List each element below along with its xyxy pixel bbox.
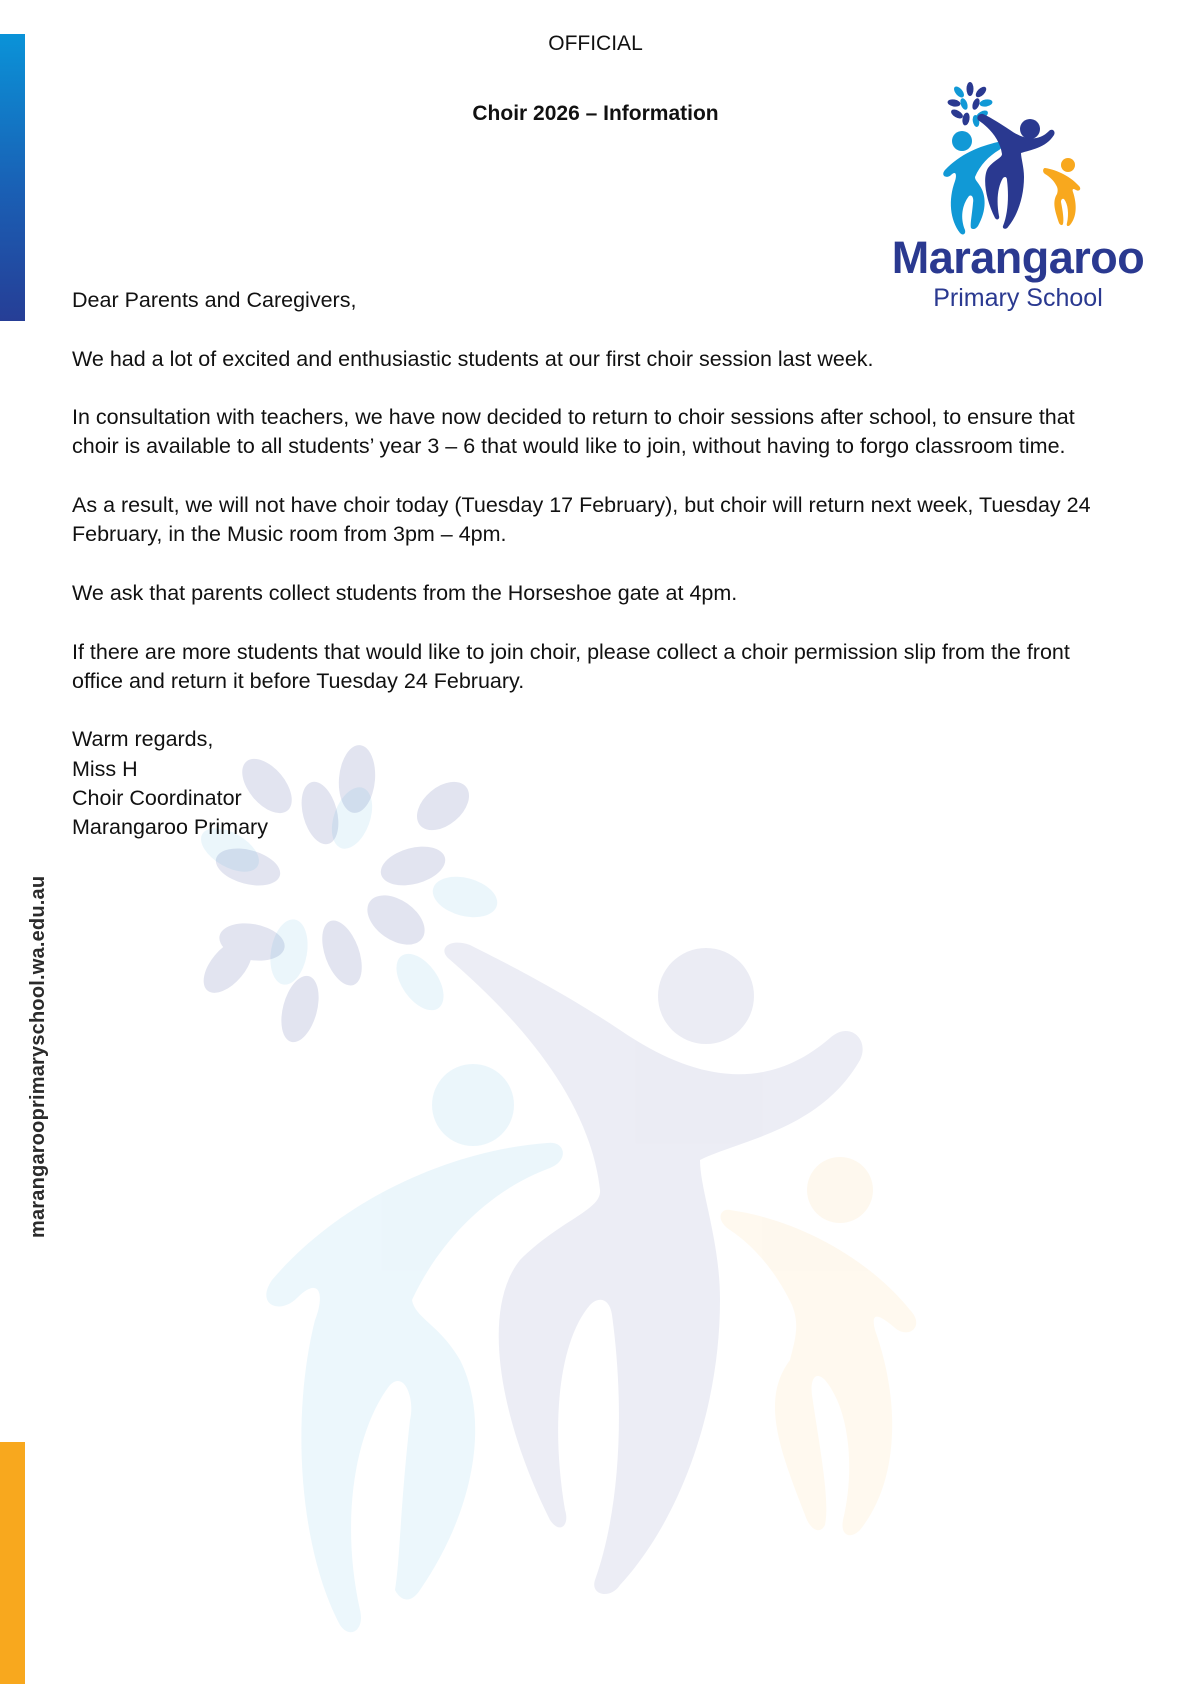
child-orange-icon (1043, 158, 1080, 226)
paragraph: In consultation with teachers, we have now decided to return to choir sessions after school, to ensure that choir is available to all students’ year 3 – 6 that would like to join, without having to forgo classroom time. (72, 405, 1075, 459)
paragraph: We had a lot of excited and enthusiastic students at our first choir session last week. (72, 346, 874, 371)
paragraph: If there are more students that would like to join choir, please collect a choir permission slip from the front office and return it before Tuesday 24 February. (72, 639, 1070, 693)
greeting: Dear Parents and Caregivers, (72, 288, 357, 312)
signoff-closing: Warm regards, (72, 727, 214, 752)
classification-label: OFFICIAL (548, 32, 643, 55)
logo-subtitle: Primary School (933, 284, 1103, 312)
signoff-school: Marangaroo Primary (72, 815, 268, 840)
adult-navy-icon (977, 114, 1054, 229)
school-website: marangarooprimaryschool.wa.edu.au (27, 875, 49, 1238)
letter-body (72, 286, 1122, 843)
blue-accent-bar (0, 34, 25, 321)
paragraph: As a result, we will not have choir today (Tuesday 17 February), but choir will return next week, Tuesday 24 February, in the Music room from 3pm – 4pm. (72, 493, 1091, 547)
signoff-name: Miss H (72, 756, 138, 781)
page-title: Choir 2026 – Information (472, 102, 719, 125)
watermark-logo-icon (200, 720, 1020, 1660)
orange-accent-bar (0, 1442, 25, 1684)
signoff-role: Choir Coordinator (72, 786, 242, 811)
paragraph: We ask that parents collect students from the Horseshoe gate at 4pm. (72, 580, 738, 605)
logo-wordmark: Marangaroo (891, 232, 1145, 283)
